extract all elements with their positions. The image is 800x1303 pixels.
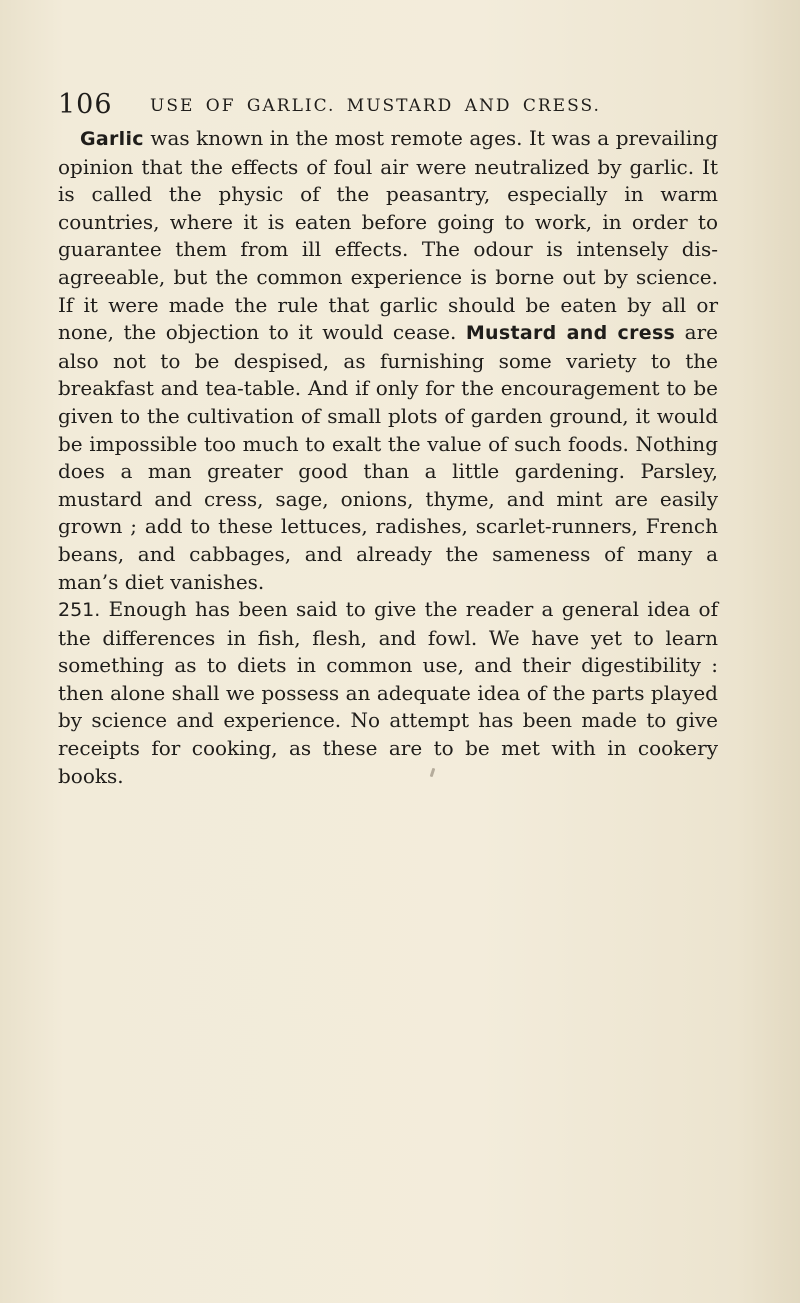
paragraph-251 xyxy=(58,596,718,790)
paragraph-mustard-text: are also not to be despised, as furnishing some variety to the breakfast and tea-table. And if only for the encouragement to be given to the cultivation of small plots of garden ground, it would be impossible too much to exalt the value of such foods. Nothing does a man greater good than a little gardening. Parsley, mustard and cress, sage, onions, thyme, and mint are easily grown ; add to these lettuces, radishes, scarlet-runners, French beans, and cabbages, and already the sameness of many a man’s diet vanishes. xyxy=(58,320,718,594)
body-text xyxy=(58,125,718,790)
paragraph-number: 251. xyxy=(58,599,101,622)
paragraph-garlic-text: was known in the most remote ages. It was a prevailing opinion that the effects of foul air were neutralized by garlic. It is called the physic of the peasantry, especially in warm countries, where it is eaten before going to work, in order to guarantee them from ill effects. The odour is intensely disagreeable, but the common experience is borne out by science. If it were made the rule that garlic should be eaten by all or none, the objection to it would cease. xyxy=(58,126,718,345)
paragraph-garlic xyxy=(58,125,718,596)
paragraph-251-text: Enough has been said to give the reader a general idea of the differences in fish, flesh, and fowl. We have yet to learn something as to diets in common use, and their digestibility : then alone shall we possess an adequate idea of the parts played by science and experience. No attempt has been made to give receipts for cooking, as these are to be met with in cookery books. xyxy=(58,597,718,788)
running-title: USE OF GARLIC. MUSTARD AND CRESS. xyxy=(150,96,601,116)
running-head xyxy=(58,88,718,122)
lead-word-garlic: Garlic xyxy=(80,128,144,150)
page-number: 106 xyxy=(58,89,113,120)
lead-word-mustard-cress: Mustard and cress xyxy=(465,322,676,345)
